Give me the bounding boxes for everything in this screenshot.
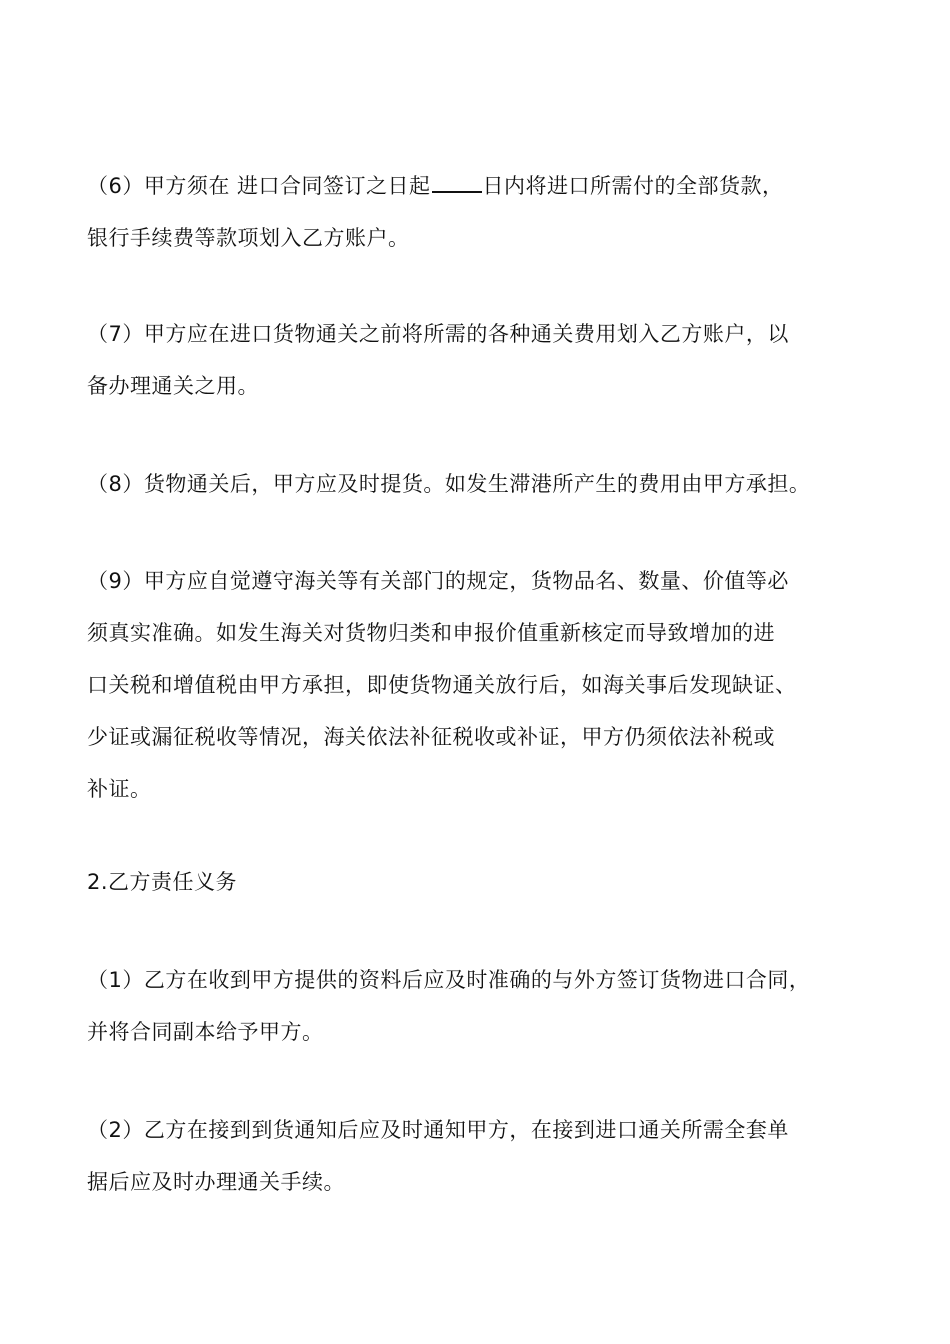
section-2-paragraph-2 xyxy=(87,1104,877,1208)
section-2-paragraph-1-line-1: （1）乙方在收到甲方提供的资料后应及时准确的与外方签订货物进口合同， xyxy=(87,968,811,992)
paragraph-9-line-5: 补证。 xyxy=(87,777,152,801)
paragraph-7 xyxy=(87,308,877,412)
paragraph-6-text-a: （6）甲方须在 进口合同签订之日起 xyxy=(87,174,431,198)
paragraph-6-line-2: 银行手续费等款项划入乙方账户。 xyxy=(87,226,410,250)
paragraph-8 xyxy=(87,458,877,510)
paragraph-8-line-1: （8）货物通关后，甲方应及时提货。如发生滞港所产生的费用由甲方承担。 xyxy=(87,472,811,496)
fill-in-blank xyxy=(432,171,482,193)
paragraph-9-line-2: 须真实准确。如发生海关对货物归类和申报价值重新核定而导致增加的进 xyxy=(87,621,775,645)
section-2-paragraph-1-line-2: 并将合同副本给予甲方。 xyxy=(87,1020,324,1044)
paragraph-6 xyxy=(87,160,877,264)
paragraph-6-text-b: 日内将进口所需付的全部货款， xyxy=(482,174,784,198)
section-2-paragraph-2-line-1: （2）乙方在接到到货通知后应及时通知甲方，在接到进口通关所需全套单 xyxy=(87,1118,789,1142)
paragraph-9-line-1: （9）甲方应自觉遵守海关等有关部门的规定，货物品名、数量、价值等必 xyxy=(87,569,789,593)
section-2-heading xyxy=(87,856,877,908)
paragraph-7-line-1: （7）甲方应在进口货物通关之前将所需的各种通关费用划入乙方账户，以 xyxy=(87,322,789,346)
paragraph-9-line-3: 口关税和增值税由甲方承担，即使货物通关放行后，如海关事后发现缺证、 xyxy=(87,673,797,697)
paragraph-9 xyxy=(87,555,877,815)
paragraph-9-line-4: 少证或漏征税收等情况，海关依法补征税收或补证，甲方仍须依法补税或 xyxy=(87,725,775,749)
section-2-paragraph-2-line-2: 据后应及时办理通关手续。 xyxy=(87,1170,345,1194)
paragraph-6-line-1 xyxy=(87,160,877,212)
paragraph-7-line-2: 备办理通关之用。 xyxy=(87,374,259,398)
section-2-heading-text: 2.乙方责任义务 xyxy=(87,870,238,894)
section-2-paragraph-1 xyxy=(87,954,877,1058)
